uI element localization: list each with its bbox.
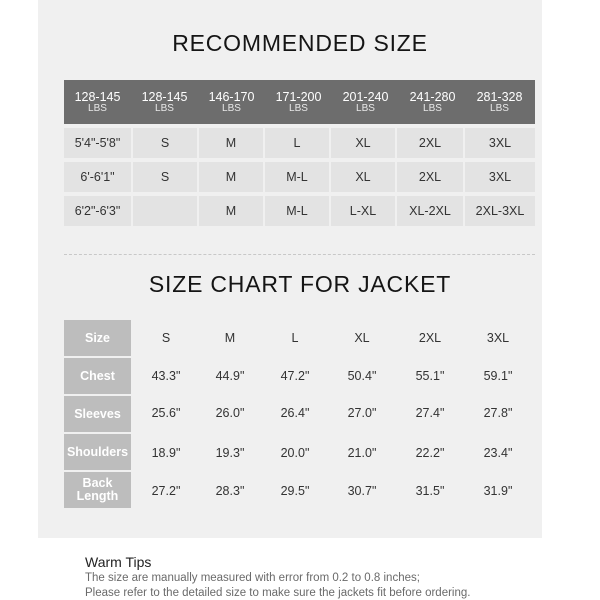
size-cell: M-L xyxy=(265,196,329,226)
row-label-sleeves: Sleeves xyxy=(64,396,131,432)
header-weight-1: 128-145 LBS xyxy=(74,89,121,114)
jacket-chart-title: SIZE CHART FOR JACKET xyxy=(148,271,452,297)
header-weight-4: 171-200 LBS xyxy=(275,89,322,114)
row-label-shoulders: Shoulders xyxy=(64,434,131,470)
size-cell: XL xyxy=(331,128,395,158)
chest-value: 44.9" xyxy=(215,369,245,383)
shoulders-value: 18.9" xyxy=(151,446,181,460)
back-length-value: 28.3" xyxy=(215,484,245,498)
row-label-chest: Chest xyxy=(64,358,131,394)
warm-tips-title: Warm Tips xyxy=(85,554,152,570)
header-weight-5: 201-240 LBS xyxy=(342,89,389,114)
size-cell: M xyxy=(199,128,263,158)
size-cell: S xyxy=(133,128,197,158)
shoulders-value: 19.3" xyxy=(215,446,245,460)
header-weight-6: 241-280 LBS xyxy=(409,89,456,114)
sleeves-value: 27.0" xyxy=(347,406,377,420)
size-cell: XL xyxy=(331,162,395,192)
size-cell: XL-2XL xyxy=(397,196,463,226)
chest-value: 43.3" xyxy=(151,369,181,383)
size-value: S xyxy=(161,331,171,345)
size-cell: L xyxy=(265,128,329,158)
size-value: M xyxy=(224,331,236,345)
sleeves-value: 26.0" xyxy=(215,406,245,420)
header-weight-3: 146-170 LBS xyxy=(208,89,255,114)
section-divider xyxy=(64,254,535,255)
height-cell: 5'4"-5'8" xyxy=(64,128,131,158)
size-cell xyxy=(133,196,197,226)
back-length-value: 30.7" xyxy=(347,484,377,498)
chest-value: 59.1" xyxy=(483,369,513,383)
header-weight-7: 281-328 LBS xyxy=(476,89,523,114)
size-cell: 2XL xyxy=(397,162,463,192)
size-cell: M xyxy=(199,196,263,226)
height-cell: 6'-6'1" xyxy=(64,162,131,192)
row-label-size: Size xyxy=(64,320,131,356)
shoulders-value: 21.0" xyxy=(347,446,377,460)
size-cell: S xyxy=(133,162,197,192)
size-value: L xyxy=(291,331,299,345)
chest-value: 50.4" xyxy=(347,369,377,383)
tip-line-2: Please refer to the detailed size to make sure the jackets fit before ordering. xyxy=(85,587,471,599)
size-value: XL xyxy=(354,331,370,345)
size-cell: 3XL xyxy=(465,128,535,158)
shoulders-value: 23.4" xyxy=(483,446,513,460)
chest-value: 55.1" xyxy=(415,369,445,383)
back-length-value: 29.5" xyxy=(280,484,310,498)
shoulders-value: 20.0" xyxy=(280,446,310,460)
back-length-value: 31.5" xyxy=(415,484,445,498)
size-cell: 2XL-3XL xyxy=(465,196,535,226)
size-cell: 2XL xyxy=(397,128,463,158)
chest-value: 47.2" xyxy=(280,369,310,383)
height-cell: 6'2"-6'3" xyxy=(64,196,131,226)
header-weight-2: 128-145 LBS xyxy=(141,89,188,114)
tip-line-1: The size are manually measured with error from 0.2 to 0.8 inches; xyxy=(85,572,420,584)
back-length-value: 27.2" xyxy=(151,484,181,498)
sleeves-value: 26.4" xyxy=(280,406,310,420)
size-cell: L-XL xyxy=(331,196,395,226)
size-value: 2XL xyxy=(418,331,442,345)
size-cell: M-L xyxy=(265,162,329,192)
row-label-back-length: Back Length xyxy=(64,472,131,508)
size-cell: 3XL xyxy=(465,162,535,192)
shoulders-value: 22.2" xyxy=(415,446,445,460)
sleeves-value: 27.4" xyxy=(415,406,445,420)
back-length-value: 31.9" xyxy=(483,484,513,498)
sleeves-value: 25.6" xyxy=(151,406,181,420)
recommended-size-title: RECOMMENDED SIZE xyxy=(172,30,428,56)
size-value: 3XL xyxy=(486,331,510,345)
sleeves-value: 27.8" xyxy=(483,406,513,420)
size-cell: M xyxy=(199,162,263,192)
